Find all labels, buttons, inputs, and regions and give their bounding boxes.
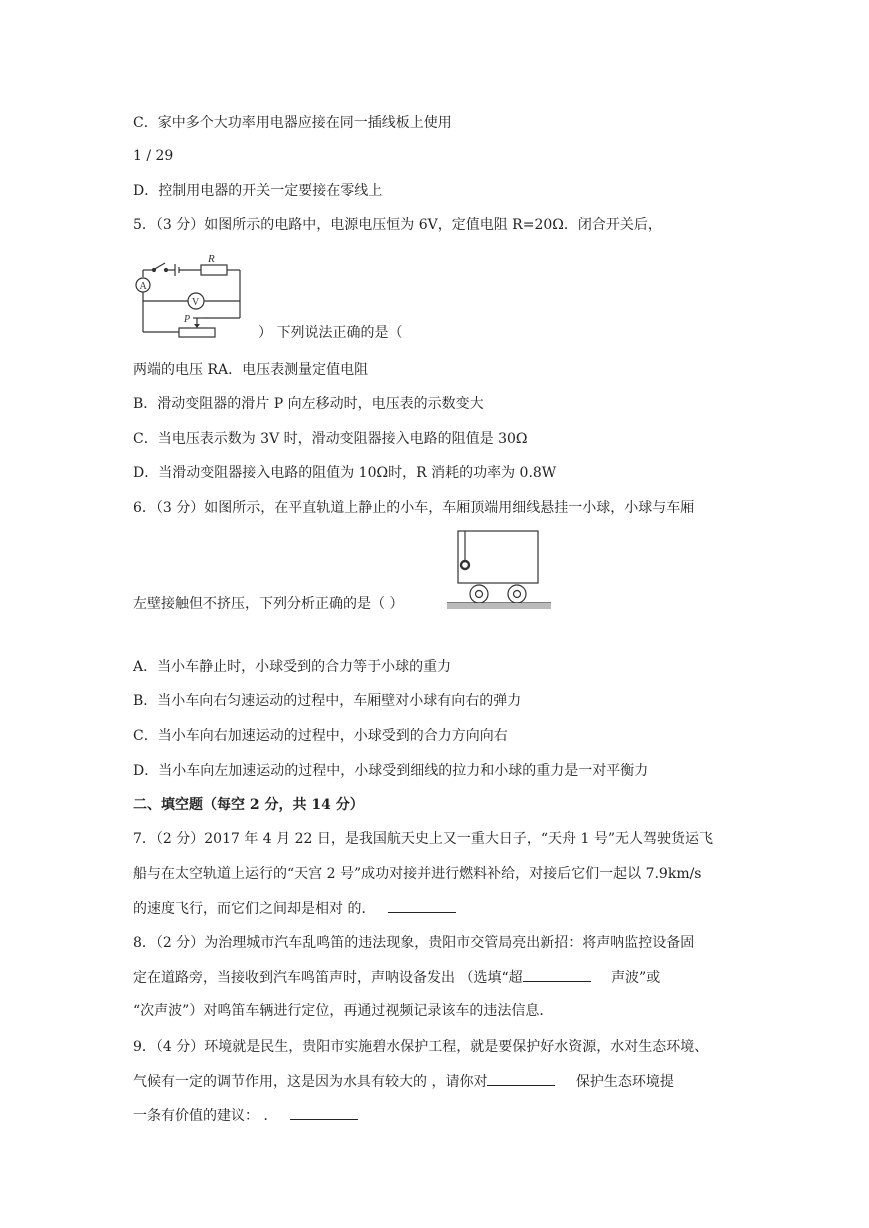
resistor-r <box>201 265 227 275</box>
q5-figure-caption: ） 下列说法正确的是（ <box>258 325 403 341</box>
q9-line-2-tail: 保护生态环境提 <box>575 1074 674 1090</box>
q9-answer-blank-2[interactable] <box>290 1105 358 1120</box>
q8-line-2 <box>133 967 660 987</box>
q5-option-d: D．当滑动变阻器接入电路的阻值为 10Ω时，R 消耗的功率为 0.8W <box>133 465 557 481</box>
q9-line-3-text: 一条有价值的建议： ． <box>133 1108 278 1124</box>
q4-option-d: D．控制用电器的开关一定要接在零线上 <box>133 183 383 199</box>
q6-option-b: B．当小车向右匀速运动的过程中，车厢壁对小球有向右的弹力 <box>133 693 522 709</box>
q9-line-2-text: 气候有一定的调节作用，这是因为水具有较大的 ，请你对 <box>133 1074 488 1090</box>
q7-line-2: 船与在太空轨道上运行的“天宫 2 号”成功对接并进行燃料补给，对接后它们一起以 7.9km/s <box>133 866 702 882</box>
q6-option-d: D．当小车向左加速运动的过程中，小球受到细线的拉力和小球的重力是一对平衡力 <box>133 763 649 779</box>
slider-label: P <box>184 314 191 325</box>
q6-option-a: A．当小车静止时，小球受到的合力等于小球的重力 <box>133 659 452 675</box>
q4-option-c: C．家中多个大功率用电器应接在同一插线板上使用 <box>133 115 452 131</box>
ammeter-label: A <box>139 281 147 292</box>
q5-option-a: 两端的电压 RA．电压表测量定值电阻 <box>133 362 369 378</box>
q7-line-3-text: 的速度飞行，而它们之间却是相对 的． <box>133 901 376 917</box>
q9-line-2 <box>133 1071 674 1091</box>
q8-line-2-tail: 声波”或 <box>611 970 661 986</box>
rheostat <box>179 328 215 337</box>
q9-line-3 <box>133 1105 358 1125</box>
q8-line-1: 8．（2 分）为治理城市汽车乱鸣笛的违法现象，贵阳市交管局亮出新招：将声呐监控设备固 <box>133 935 695 951</box>
q6-option-c: C．当小车向右加速运动的过程中，小球受到的合力方向向右 <box>133 728 508 744</box>
q5-stem: 5．（3 分）如图所示的电路中，电源电压恒为 6V，定值电阻 R=20Ω．闭合开关后， <box>133 217 662 233</box>
right-wheel <box>508 585 526 603</box>
ball <box>461 561 469 569</box>
q7-answer-blank[interactable] <box>388 898 456 913</box>
q9-line-1: 9．（4 分）环境就是民生，贵阳市实施碧水保护工程，就是要保护好水资源，水对生态环境、 <box>133 1039 709 1055</box>
q8-line-2-text: 定在道路旁，当接收到汽车鸣笛声时，声呐设备发出 （选填“超 <box>133 970 523 986</box>
q7-line-1: 7．（2 分）2017 年 4 月 22 日，是我国航天史上又一重大日子，“天舟 1 号”无人驾驶货运飞 <box>133 831 713 847</box>
q9-answer-blank-1[interactable] <box>487 1071 555 1086</box>
cart-body <box>458 531 538 583</box>
q5-circuit-diagram <box>133 250 248 342</box>
q6-stem: 6．（3 分）如图所示，在平直轨道上静止的小车，车厢顶端用细线悬挂一小球，小球与车厢 <box>133 500 695 516</box>
page-indicator: 1 / 29 <box>133 148 174 164</box>
q8-line-3: “次声波”）对鸣笛车辆进行定位，再通过视频记录该车的违法信息． <box>133 1003 554 1019</box>
q8-answer-blank[interactable] <box>523 967 591 982</box>
left-wheel <box>470 585 488 603</box>
q5-option-c: C．当电压表示数为 3V 时，滑动变阻器接入电路的阻值是 30Ω <box>133 431 528 447</box>
resistor-label: R <box>208 253 215 265</box>
q6-stem-continued: 左壁接触但不挤压，下列分析正确的是（ ） <box>133 596 404 612</box>
voltmeter-label: V <box>192 297 200 308</box>
q6-cart-diagram <box>445 528 553 612</box>
q5-option-b: B．滑动变阻器的滑片 P 向左移动时，电压表的示数变大 <box>133 396 484 412</box>
q7-line-3 <box>133 898 456 918</box>
section-heading-fill-in: 二、填空题（每空 2 分，共 14 分） <box>133 797 364 813</box>
